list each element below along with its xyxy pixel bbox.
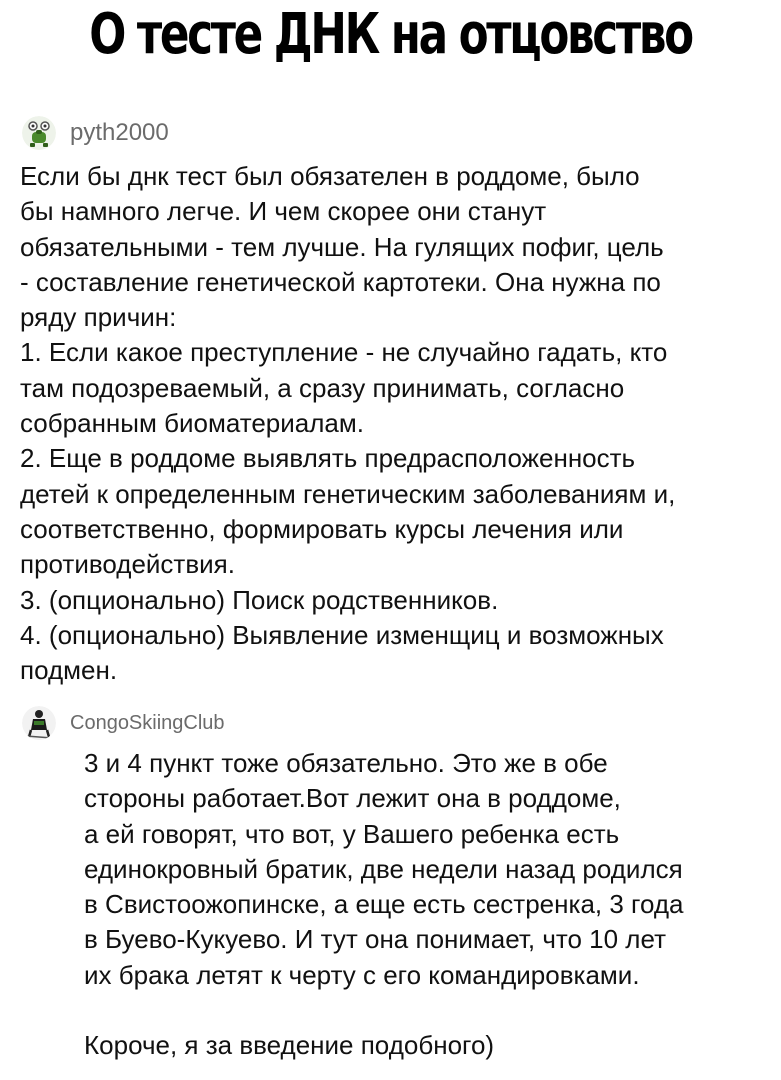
robot-avatar-icon[interactable] bbox=[22, 116, 56, 150]
comment-line: 2. Еще в роддоме выявлять предрасположенность bbox=[20, 443, 636, 474]
reply-line-blank bbox=[84, 993, 683, 1028]
reply-username[interactable]: CongoSkiingClub bbox=[70, 711, 225, 734]
reply-author-row bbox=[22, 706, 225, 740]
reply-line: единокровный братик, две недели назад родился bbox=[84, 853, 683, 884]
comment-line: обязательными - тем лучше. На гулящих пофиг, цель bbox=[20, 231, 664, 262]
comment-line: противодействия. bbox=[20, 549, 235, 580]
comment-line: собранным биоматериалам. bbox=[20, 408, 364, 439]
reply-line: в Свистоожопинске, а еще есть сестренка, 3 года bbox=[84, 889, 684, 920]
comment-line: Если бы днк тест был обязателен в роддоме, было bbox=[20, 161, 640, 191]
reply-line: в Буево-Кукуево. И тут она понимает, что 10 лет bbox=[84, 924, 666, 955]
comment-line: - составление генетической картотеки. Она нужна по bbox=[20, 266, 661, 297]
comment-line: ряду причин: bbox=[20, 302, 177, 333]
comment-line: 4. (опционально) Выявление изменщиц и возможных bbox=[20, 619, 664, 650]
comment-line: 3. (опционально) Поиск родственников. bbox=[20, 584, 499, 615]
comment-body bbox=[20, 159, 675, 688]
comment-line: 1. Если какое преступление - не случайно гадать, кто bbox=[20, 337, 668, 368]
comment-line: бы намного легче. И чем скорее они станут bbox=[20, 196, 547, 227]
reply-body bbox=[84, 746, 683, 1064]
reply-line: их брака летят к черту с его командировками. bbox=[84, 959, 640, 990]
reply-line: Короче, я за введение подобного) bbox=[84, 1030, 495, 1061]
page-title: О тесте ДНК на отцовство bbox=[89, 2, 692, 67]
comment-line: там подозреваемый, а сразу принимать, согласно bbox=[20, 372, 625, 403]
comment-line: подмен. bbox=[20, 655, 118, 686]
reply-line: стороны работает.Вот лежит она в роддоме, bbox=[84, 783, 621, 814]
comment-username[interactable]: pyth2000 bbox=[70, 119, 169, 146]
comment-line: соответственно, формировать курсы лечения или bbox=[20, 513, 624, 544]
comment-line: детей к определенным генетическим заболеваниям и, bbox=[20, 478, 676, 509]
skier-avatar-icon[interactable] bbox=[22, 706, 56, 740]
reply-line: а ей говорят, что вот, у Вашего ребенка есть bbox=[84, 818, 620, 849]
comment-author-row bbox=[22, 116, 169, 150]
reply-line: 3 и 4 пункт тоже обязательно. Это же в обе bbox=[84, 748, 608, 778]
